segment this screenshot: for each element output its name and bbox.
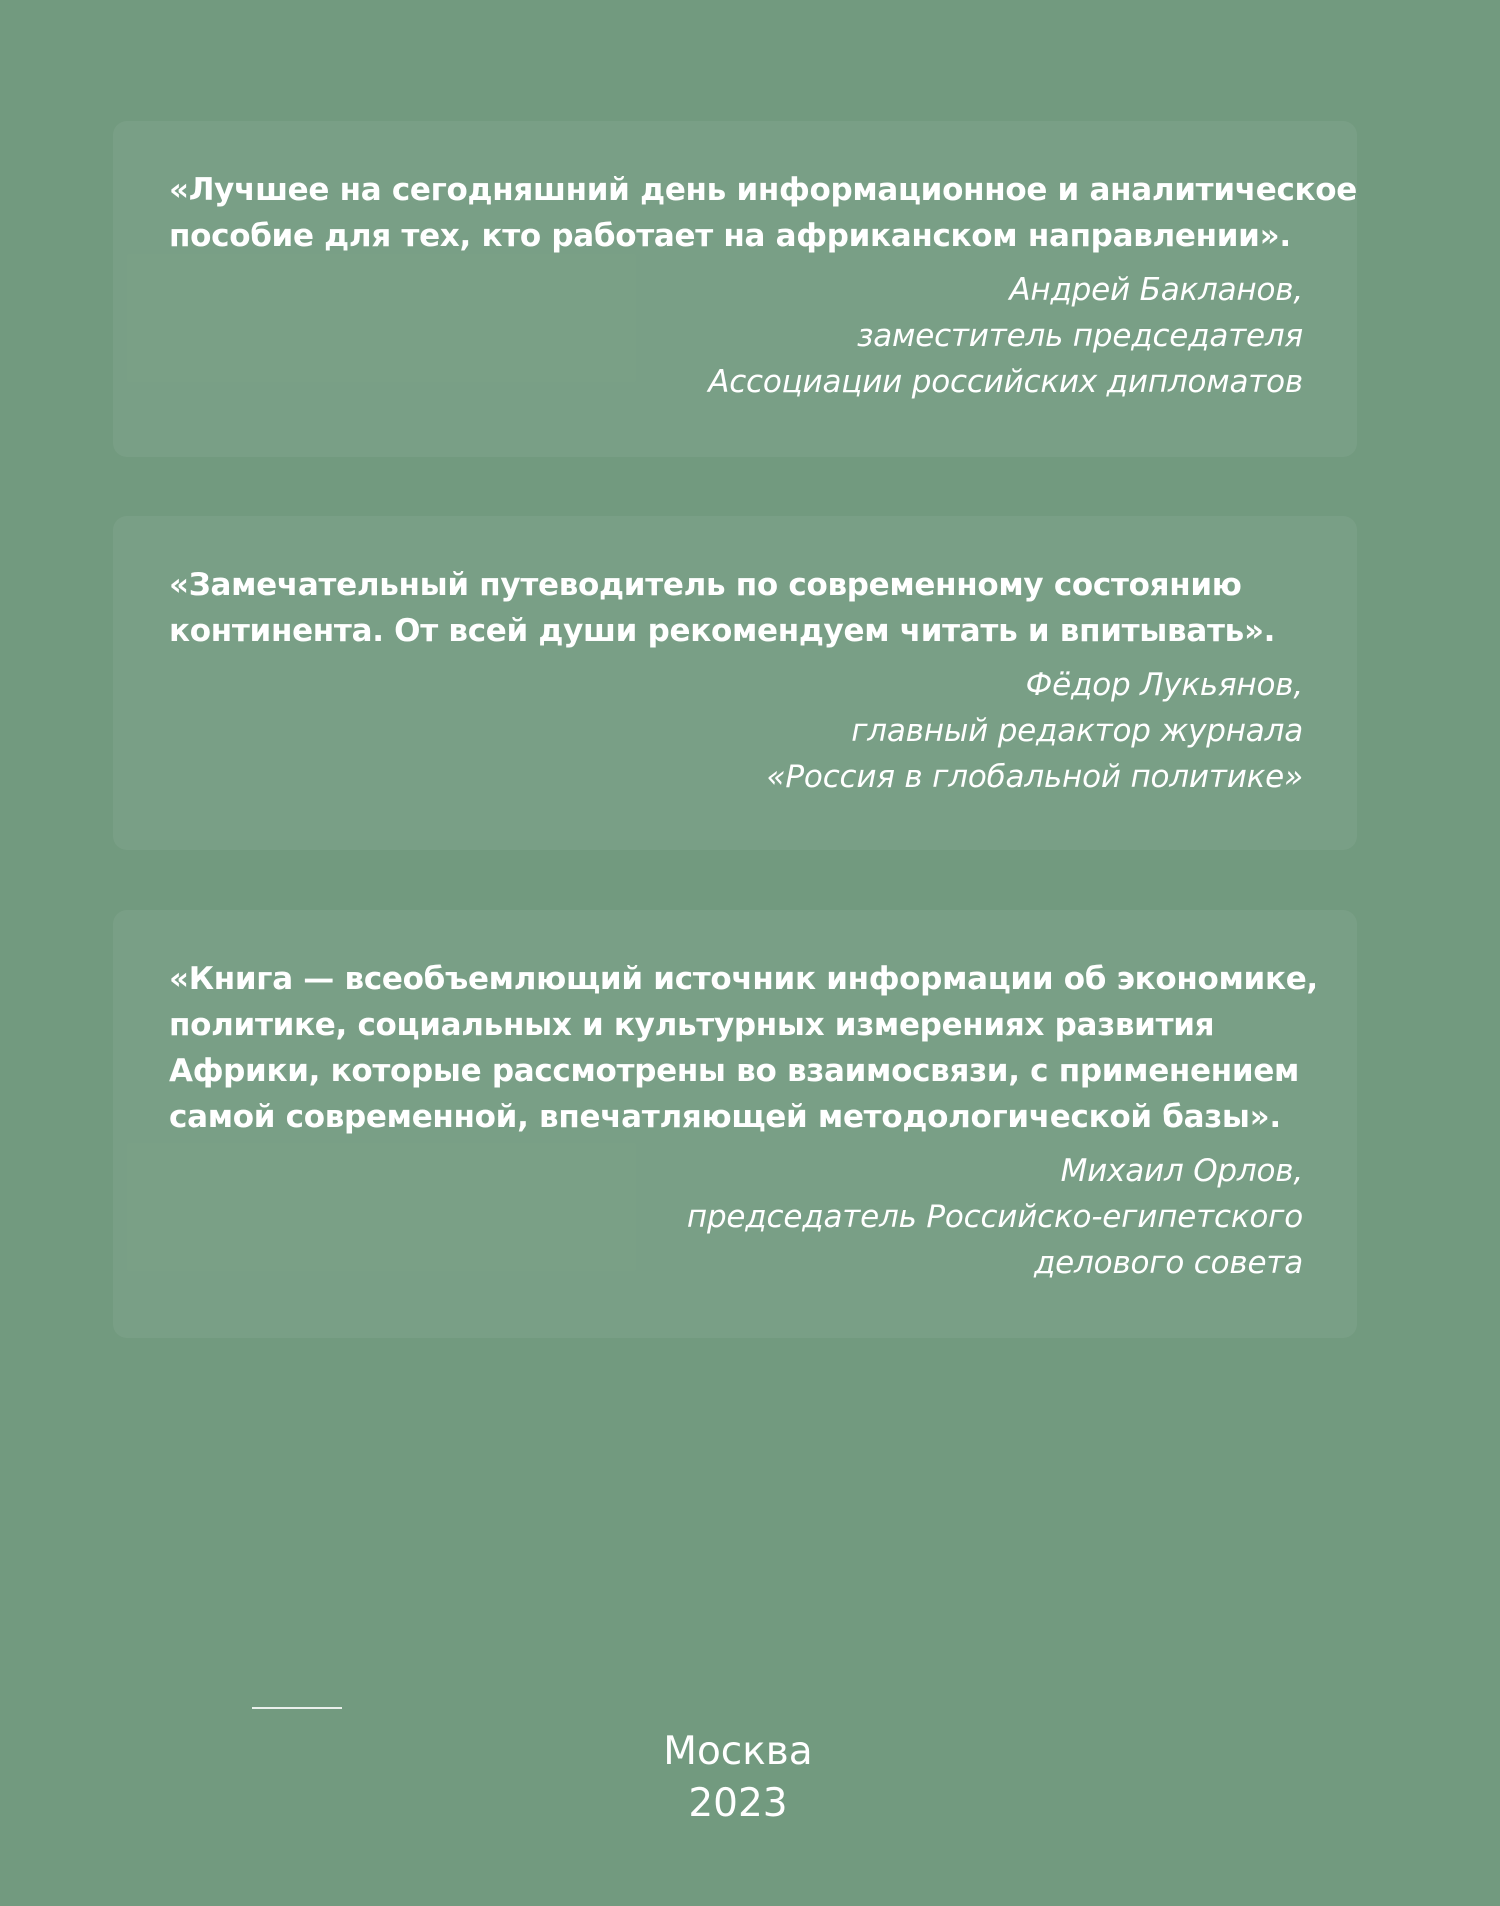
imprint-city: Москва — [663, 1729, 813, 1774]
quote-line: пособие для тех, кто работает на африканском направлении». — [169, 218, 1291, 254]
quote-line: «Лучшее на сегодняшний день информационное и аналитическое — [169, 172, 1357, 208]
testimonial-attribution — [169, 1148, 1303, 1286]
testimonial-attribution — [169, 267, 1303, 405]
author-title: главный редактор журнала — [851, 713, 1303, 749]
author-organization: Ассоциации российских дипломатов — [708, 364, 1303, 400]
author-name: Андрей Бакланов, — [1009, 272, 1303, 308]
publication-imprint — [0, 1726, 1476, 1830]
quote-line: «Книга — всеобъемлющий источник информации об экономике, — [169, 961, 1318, 997]
quote-line: самой современной, впечатляющей методологической базы». — [169, 1099, 1281, 1135]
imprint-year: 2023 — [688, 1781, 788, 1826]
author-title: заместитель председателя — [856, 318, 1303, 354]
author-name: Михаил Орлов, — [1060, 1153, 1303, 1189]
testimonial-attribution — [169, 662, 1303, 800]
quote-line: Африки, которые рассмотрены во взаимосвязи, с применением — [169, 1053, 1300, 1089]
quote-line: «Замечательный путеводитель по современному состоянию — [169, 567, 1242, 603]
testimonial-quote — [169, 956, 1318, 1140]
testimonial-quote — [169, 562, 1303, 654]
author-title: председатель Российско-египетского — [686, 1199, 1303, 1235]
quote-line: континента. От всей души рекомендуем читать и впитывать». — [169, 613, 1276, 649]
quote-line: политике, социальных и культурных измерениях развития — [169, 1007, 1215, 1043]
testimonial-card-lukyanov — [113, 516, 1357, 850]
testimonial-quote — [169, 167, 1357, 259]
author-organization: «Россия в глобальной политике» — [766, 759, 1303, 795]
decorative-divider — [252, 1707, 342, 1709]
author-name: Фёдор Лукьянов, — [1025, 667, 1303, 703]
testimonial-card-baklanov — [113, 121, 1357, 457]
testimonial-card-orlov — [113, 910, 1357, 1338]
author-organization: делового совета — [1033, 1245, 1303, 1281]
